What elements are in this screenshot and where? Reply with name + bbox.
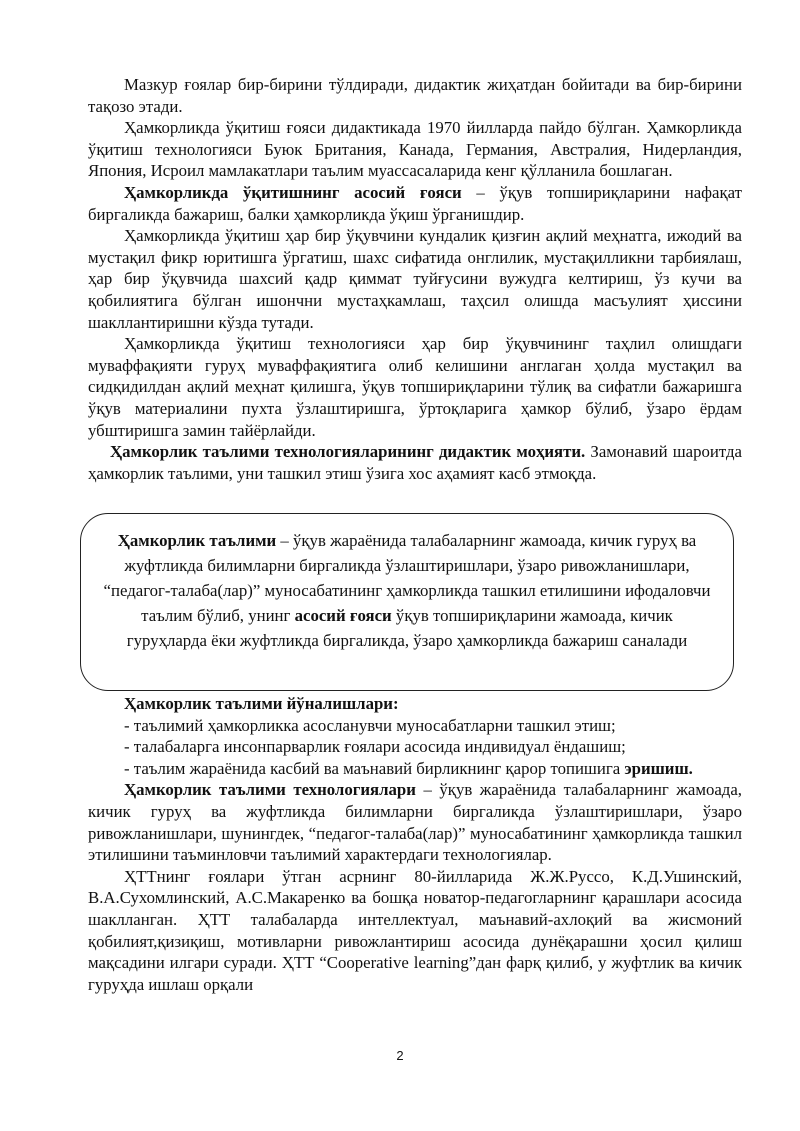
paragraph-4: Ҳамкорликда ўқитиш ҳар бир ўқувчини кундалик қизғин ақлий меҳнатга, ижодий ва мустақил фикр юритишга ўргатиш, шахс сифатида онглилик, мустақилликни тарбиялаш, ҳар бир ўқувчида шахсий қадр қиммат туйғусини вужудга келтириш, ўз кучи ва қобилиятига бўлган ишончни мустаҳкамлаш, таҳсил олишда масъулият ҳиссини шакллантиришни кўзда тутади. — [88, 226, 742, 332]
paragraph-7-bold: Ҳамкорлик таълими технологиялари — [124, 780, 416, 800]
page-number: 2 — [396, 1048, 404, 1063]
direction-item-2: - талабаларга инсонпарварлик ғоялари асосида индивидуал ёндашиш; — [124, 737, 626, 757]
paragraph-8: ҲТТнинг ғоялари ўтган асрнинг 80-йилларида Ж.Ж.Руссо, К.Д.Ушинский, В.А.Сухомлинский, А.С.Макаренко ва бошқа новатор-педагогларнинг қарашлари асосида шаклланган. ҲТТ талабаларда интеллектуал, маънавий-ахлоқий ва жисмоний қобилият,қизиқиш, мотивларни ривожлантириш асосида дунёқарашни ҳосил қилиш мақсадини илгари суради. ҲТТ “Cooperative learning”дан фарқ қилиб, у жуфтлик ва кичик гуруҳда ишлаш орқали — [88, 866, 742, 994]
paragraph-6: Ҳамкорлик таълими технологияларининг дидактик моҳияти. Замонавий шароитда ҳамкорлик таълими, уни ташкил этиш ўзига хос аҳамият касб этмоқда. — [88, 442, 742, 483]
paragraph-2: Ҳамкорликда ўқитиш ғояси дидактикада 1970 йилларда пайдо бўлган. Ҳамкорликда ўқитиш технологияси Буюк Британия, Канада, Германия, Австралия, Нидерландия, Япония, Исроил мамлакатлари таълим муассасаларида кенг қўлланила бошлаган. — [88, 118, 742, 181]
body-text-bottom — [88, 693, 742, 995]
box-bold-1: Ҳамкорлик таълими — [117, 531, 277, 550]
body-text-top — [88, 74, 742, 484]
paragraph-3: Ҳамкорликда ўқитишнинг асосий ғояси – ўқув топшириқларини нафақат биргаликда бажариш, балки ҳамкорликда ўқиш ўрганишдир. — [88, 182, 742, 224]
paragraph-5: Ҳамкорликда ўқитиш технологияси ҳар бир ўқувчининг таҳлил олишдаги муваффақияти гуруҳ муваффақиятига олиб келишини англаган ҳолда мустақил ва сидқидилдан ақлий меҳнат қилишга, ўқув топшириқларини тўлиқ ва сифатли бажаришга ўқув материалини пухта ўзлаштиришга, ўртоқларига ҳамкор бўлиб, ўзаро ёрдам убштиришга замин тайёрлайди. — [88, 334, 742, 440]
definition-box — [80, 513, 734, 691]
paragraph-6-bold: Ҳамкорлик таълими технологияларининг дидактик моҳияти. — [110, 442, 586, 462]
box-text-1: – ўқув жараёнида талабаларнинг жамоада, кичик гуруҳ ва жуфтликда билимларни биргаликда ўзлаштиришлари, ўзаро ривожланишлари, “педагог-талаба(лар)” муносабатининг ҳамкорликда ташкил етилишини ифодаловчи таълим бўлиб, унинг — [103, 531, 711, 625]
direction-item-1: - таълимий ҳамкорликка асосланувчи муносабатларни ташкил этиш; — [124, 715, 616, 735]
directions-heading: Ҳамкорлик таълими йўналишлари: — [124, 694, 399, 713]
paragraph-1: Мазкур ғоялар бир-бирини тўлдиради, дидактик жиҳатдан бойитади ва бир-бирини тақозо этади. — [88, 75, 742, 116]
paragraph-3-bold: Ҳамкорликда ўқитишнинг асосий ғояси — [124, 182, 462, 202]
paragraph-7: Ҳамкорлик таълими технологиялари – ўқув жараёнида талабаларнинг жамоада, кичик гуруҳ ва жуфтликда билимларни биргаликда ўзлаштиришлари, ўзаро ривожланишлари, шунингдек, “педагог-талаба(лар)” муносабатининг ҳамкорликда ташкил этилишини таъминловчи таълимий характердаги технологиялар. — [88, 780, 742, 865]
box-text-2: ўқув топшириқларини жамоада, кичик гуруҳларда ёки жуфтликда биргаликда, ўзаро ҳамкорликда бажариш саналади — [126, 606, 688, 650]
direction-item-3: - таълим жараёнида касбий ва маънавий бирликнинг қарор топишига эришиш. — [124, 758, 693, 778]
box-bold-2: асосий ғояси — [294, 606, 392, 625]
